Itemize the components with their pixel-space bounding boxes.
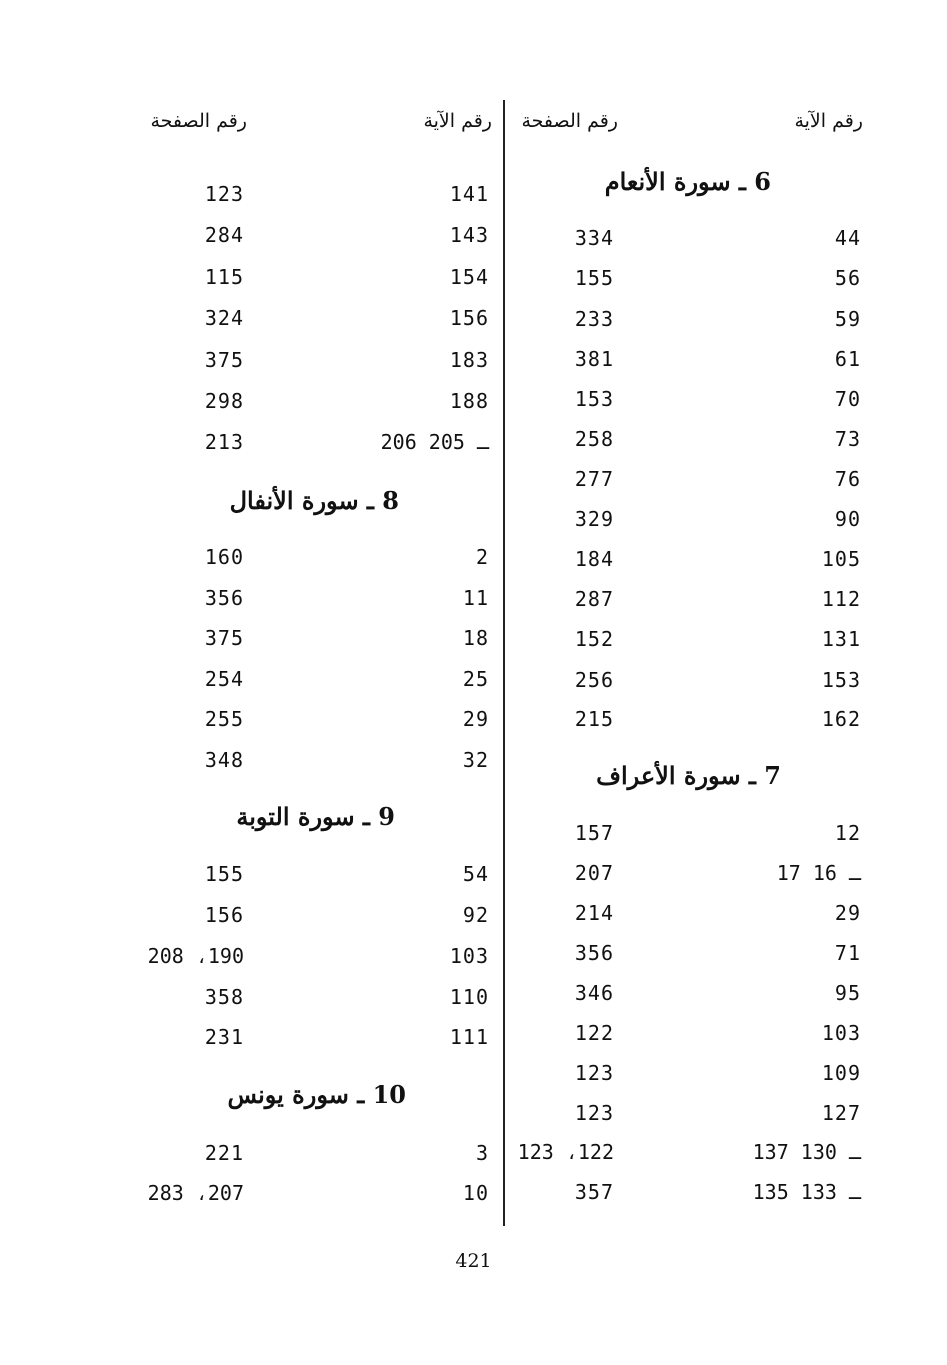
verse-number: 141 — [449, 182, 489, 206]
page-number-cell: 123 — [204, 182, 244, 206]
page-number-cell: 115 — [204, 265, 244, 289]
page-number-cell: 221 — [204, 1141, 244, 1165]
page-number-cell: 329 — [574, 507, 614, 531]
verse-number: 3 — [475, 1141, 489, 1165]
surah-title-al-anfal: 8 ـ سورة الأنفال — [229, 486, 399, 515]
page-number-cell: 258 — [574, 427, 614, 451]
page-number-cell: 358 — [204, 985, 244, 1009]
page-number-cell: 123 — [574, 1061, 614, 1085]
verse-number: 12 — [834, 821, 861, 845]
verse-number: 44 — [834, 226, 861, 250]
page-number-cell: 284 — [204, 223, 244, 247]
verse-number: 56 — [834, 266, 861, 290]
page-number-cell: 215 — [574, 707, 614, 731]
verse-number: 76 — [834, 467, 861, 491]
verse-number: 11 — [462, 586, 489, 610]
left-verse-header: رقم الآية — [423, 110, 492, 132]
verse-number: 183 — [449, 348, 489, 372]
page-number-cell: 123 ،122 — [517, 1140, 614, 1164]
verse-number: 103 — [821, 1021, 861, 1045]
verse-number: 18 — [462, 626, 489, 650]
verse-number: 156 — [449, 306, 489, 330]
column-divider — [503, 100, 505, 1226]
right-verse-header: رقم الآية — [794, 110, 863, 132]
surah-title-yunus: 10 ـ سورة يونس — [227, 1080, 406, 1109]
page-number-cell: 152 — [574, 627, 614, 651]
verse-number: 90 — [834, 507, 861, 531]
surah-title-at-tawbah: 9 ـ سورة التوبة — [236, 802, 395, 831]
page-number-cell: 153 — [574, 387, 614, 411]
page-number-cell: 356 — [204, 586, 244, 610]
verse-number: 70 — [834, 387, 861, 411]
page-number-cell: 208 ،190 — [147, 944, 244, 968]
verse-number: 2 — [475, 545, 489, 569]
page-number-cell: 283 ،207 — [147, 1181, 244, 1205]
page-number-cell: 381 — [574, 347, 614, 371]
verse-number: 154 — [449, 265, 489, 289]
page-number-cell: 155 — [204, 862, 244, 886]
page-number-cell: 122 — [574, 1021, 614, 1045]
verse-number: 105 — [821, 547, 861, 571]
verse-number: 29 — [834, 901, 861, 925]
page-number-cell: 348 — [204, 748, 244, 772]
page-number-cell: 123 — [574, 1101, 614, 1125]
verse-number: 17 ـ 16 — [776, 861, 861, 885]
page-number-cell: 155 — [574, 266, 614, 290]
verse-number: 153 — [821, 668, 861, 692]
page-number-cell: 214 — [574, 901, 614, 925]
verse-number: 73 — [834, 427, 861, 451]
verse-number: 54 — [462, 862, 489, 886]
page-number-cell: 231 — [204, 1025, 244, 1049]
verse-number: 206 ـ 205 — [380, 430, 489, 454]
verse-number: 112 — [821, 587, 861, 611]
page-number-cell: 184 — [574, 547, 614, 571]
verse-number: 103 — [449, 944, 489, 968]
verse-number: 110 — [449, 985, 489, 1009]
page-number-cell: 356 — [574, 941, 614, 965]
surah-title-al-araf: 7 ـ سورة الأعراف — [596, 761, 781, 790]
verse-number: 137 ـ 130 — [752, 1140, 861, 1164]
verse-number: 32 — [462, 748, 489, 772]
page-number-cell: 156 — [204, 903, 244, 927]
page-number-cell: 287 — [574, 587, 614, 611]
page-number-cell: 213 — [204, 430, 244, 454]
page-number-cell: 375 — [204, 348, 244, 372]
page-number-cell: 277 — [574, 467, 614, 491]
verse-number: 109 — [821, 1061, 861, 1085]
verse-number: 188 — [449, 389, 489, 413]
verse-number: 143 — [449, 223, 489, 247]
page-number-cell: 256 — [574, 668, 614, 692]
page-number-cell: 375 — [204, 626, 244, 650]
surah-title-al-anam: 6 ـ سورة الأنعام — [604, 167, 771, 196]
left-page-header: رقم الصفحة — [150, 110, 247, 132]
page-number-cell: 254 — [204, 667, 244, 691]
page-number-cell: 334 — [574, 226, 614, 250]
page-number-cell: 324 — [204, 306, 244, 330]
verse-number: 92 — [462, 903, 489, 927]
verse-number: 162 — [821, 707, 861, 731]
verse-number: 71 — [834, 941, 861, 965]
page-number-cell: 346 — [574, 981, 614, 1005]
verse-number: 131 — [821, 627, 861, 651]
page-number-cell: 160 — [204, 545, 244, 569]
verse-number: 59 — [834, 307, 861, 331]
page-number-cell: 207 — [574, 861, 614, 885]
page-number-cell: 298 — [204, 389, 244, 413]
right-page-header: رقم الصفحة — [521, 110, 618, 132]
verse-number: 29 — [462, 707, 489, 731]
page-number-cell: 233 — [574, 307, 614, 331]
verse-number: 61 — [834, 347, 861, 371]
verse-number: 135 ـ 133 — [752, 1180, 861, 1204]
verse-number: 111 — [449, 1025, 489, 1049]
page-number-cell: 157 — [574, 821, 614, 845]
verse-number: 127 — [821, 1101, 861, 1125]
page-number-cell: 357 — [574, 1180, 614, 1204]
verse-number: 25 — [462, 667, 489, 691]
verse-number: 10 — [462, 1181, 489, 1205]
page-number: 421 — [455, 1250, 492, 1272]
page-number-cell: 255 — [204, 707, 244, 731]
verse-number: 95 — [834, 981, 861, 1005]
